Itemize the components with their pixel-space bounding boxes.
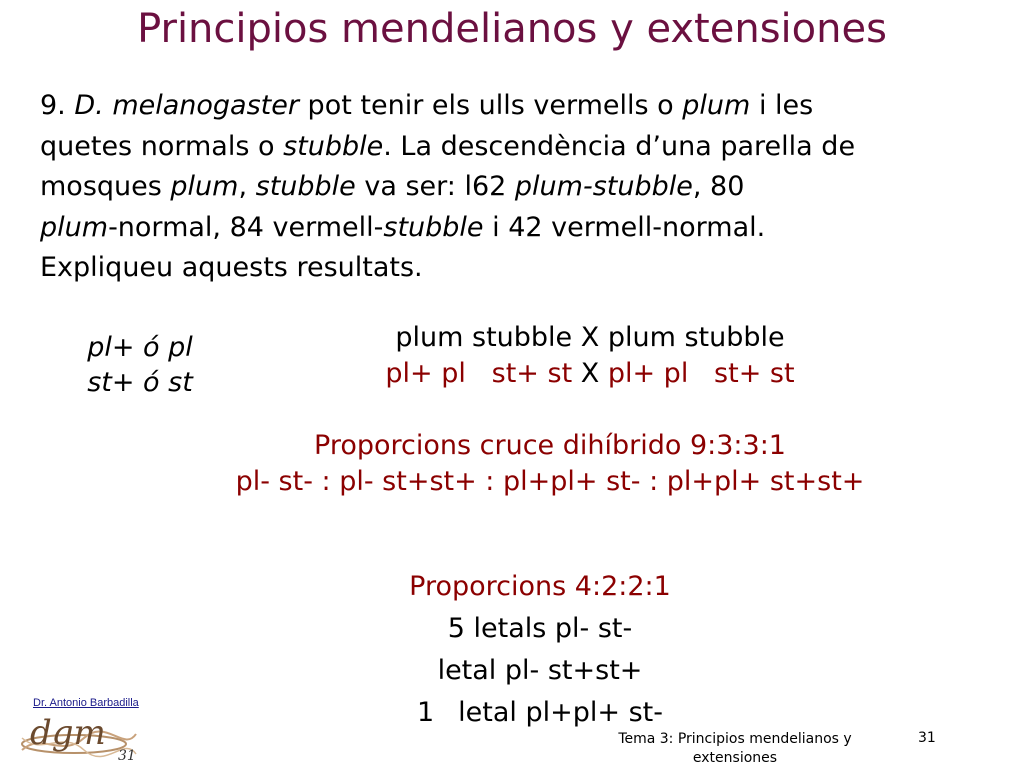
footer-topic: Tema 3: Principios mendelianos y extensiones — [618, 731, 852, 766]
observed-ratio: Proporcions 4:2:2:1 — [409, 571, 671, 602]
problem-text: mosques — [40, 171, 171, 202]
cross-phenotypes: plum stubble X plum stubble — [395, 322, 785, 353]
slide-number-right: 31 — [918, 730, 936, 746]
problem-text: i 42 vermell-normal. — [483, 211, 766, 243]
lethal-line-1: 5 letals pl- st- — [447, 613, 633, 644]
problem-text: va ser: l62 — [355, 171, 515, 202]
allele-notation — [60, 330, 220, 400]
allele-line-pl: pl+ ó pl — [87, 332, 193, 363]
problem-number: 9. — [40, 90, 66, 121]
problem-text: , 80 — [692, 171, 745, 202]
genotype-left: pl+ pl st+ st — [385, 358, 573, 389]
problem-line-5 — [40, 248, 1000, 289]
problem-statement — [40, 86, 1000, 289]
allele-line-st: st+ ó st — [87, 367, 193, 398]
lethal-line-3 — [280, 692, 800, 734]
slide-number-left: 31 — [118, 748, 136, 764]
genotype-right: pl+ pl st+ st — [607, 358, 795, 389]
logo-lettering: dgm — [30, 713, 106, 753]
problem-line-3 — [40, 167, 1000, 208]
parental-cross — [290, 320, 890, 392]
problem-text: , — [238, 171, 256, 202]
slide-title: Principios mendelianos y extensiones — [137, 6, 887, 52]
problem-text: quetes normals o — [40, 130, 284, 162]
term-stubble: stubble — [383, 211, 484, 243]
problem-text: -normal, 84 vermell- — [108, 211, 384, 243]
lethal-line-2: letal pl- st+st+ — [437, 655, 643, 686]
species-name: D. melanogaster — [74, 90, 299, 121]
cross-genotypes — [290, 356, 890, 392]
observed-proportions — [280, 566, 800, 734]
term-stubble: stubble — [283, 130, 384, 162]
problem-text: i les — [750, 90, 814, 121]
lethal-genotype: letal pl+pl+ st- — [458, 697, 664, 728]
cross-symbol: X — [572, 358, 608, 389]
problem-text: . La descendència d’una parella de — [383, 130, 856, 162]
author-link[interactable]: Dr. Antonio Barbadilla — [33, 697, 139, 709]
dihybrid-proportions — [150, 428, 950, 500]
problem-text: Expliqueu aquests resultats. — [40, 252, 423, 283]
term-stubble: stubble — [255, 171, 356, 202]
dihybrid-classes: pl- st- : pl- st+st+ : pl+pl+ st- : pl+pl+ st+st+ — [235, 466, 865, 497]
problem-text: pot tenir els ulls vermells o — [298, 90, 683, 121]
problem-line-4 — [40, 208, 1000, 249]
term-plum-stubble: plum-stubble — [514, 171, 693, 202]
lethal-count: 1 — [416, 697, 435, 728]
problem-line-1 — [40, 86, 1000, 127]
term-plum: plum — [170, 171, 239, 202]
term-plum: plum — [40, 211, 109, 243]
term-plum: plum — [682, 90, 751, 121]
problem-line-2 — [40, 127, 1000, 168]
dihybrid-ratio: Proporcions cruce dihíbrido 9:3:3:1 — [314, 430, 786, 461]
